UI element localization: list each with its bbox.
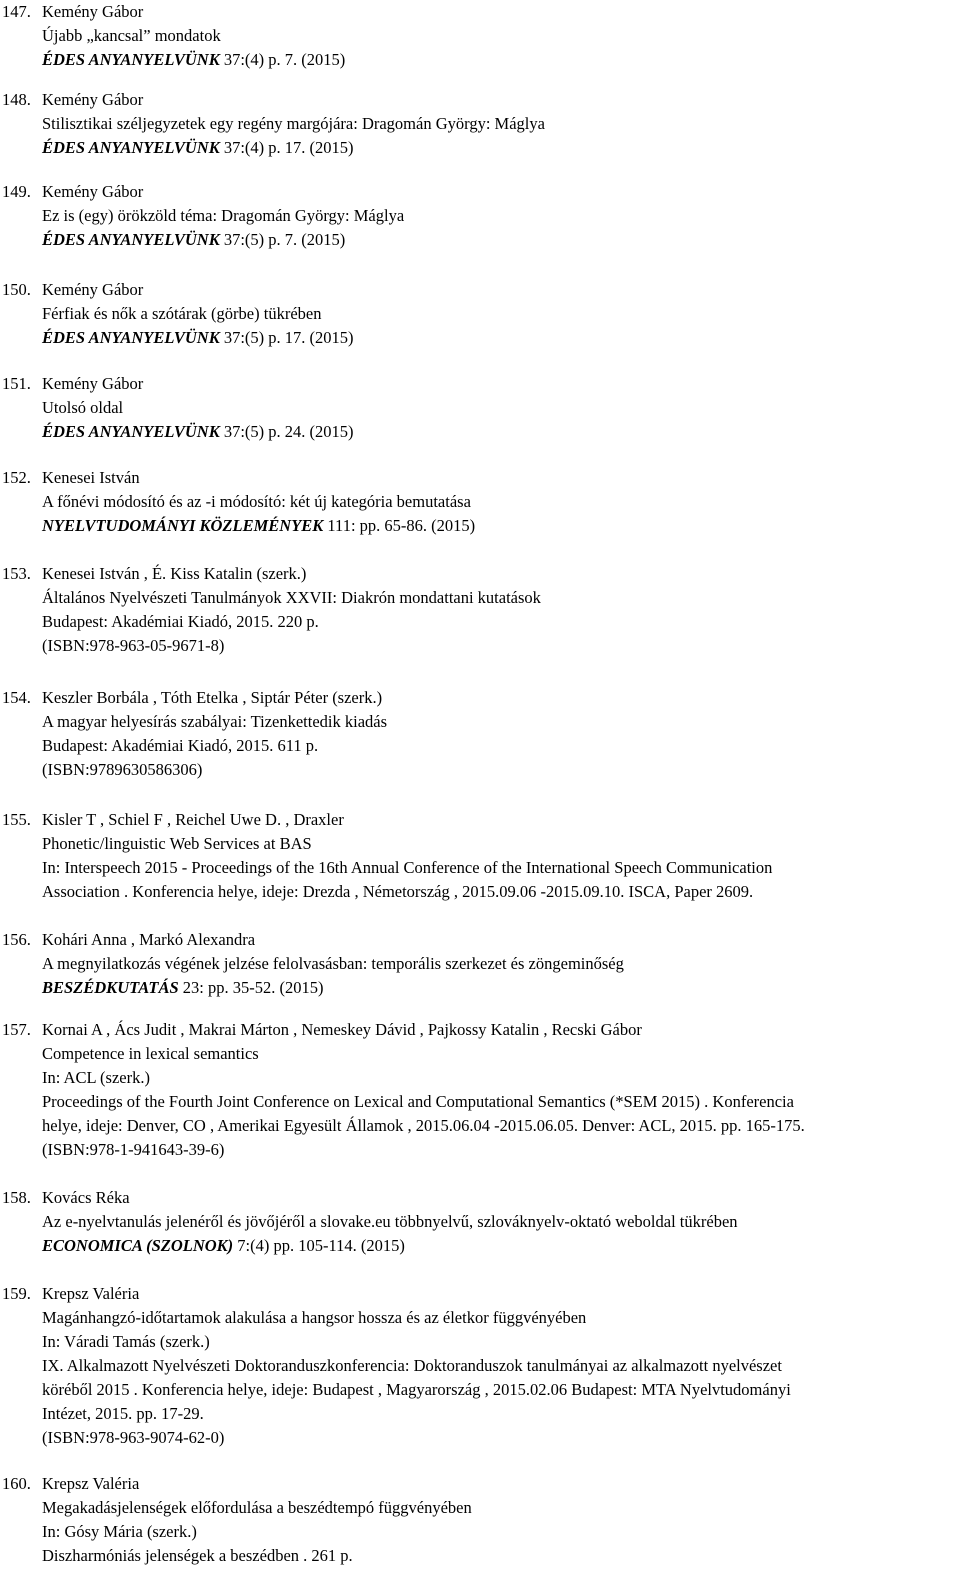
bibliography-entry [0,1186,960,1258]
entry-line [42,490,952,514]
entry-authors [42,372,952,396]
entry-authors [42,180,952,204]
entry-number: 151. [2,374,31,393]
entry-authors [42,808,952,832]
entry-body [42,180,952,252]
entry-source [42,136,952,160]
bibliography-entry [0,88,960,160]
entry-line [42,832,952,856]
bibliography-entry [0,278,960,350]
line-text: Budapest: Akadémiai Kiadó, 2015. 220 p. [42,612,319,631]
entry-line [42,634,952,658]
entry-line [42,1544,952,1568]
entry-source [42,976,952,1000]
entry-authors [42,278,952,302]
line-text: A magyar helyesírás szabályai: Tizenkettedik kiadás [42,712,388,731]
entry-line [42,1330,952,1354]
entry-body [42,88,952,160]
entry-body [42,1282,952,1450]
entry-authors [42,466,952,490]
entry-body [42,1472,952,1568]
entry-line [42,710,952,734]
bibliography-entry [0,180,960,252]
entry-line [42,1402,952,1426]
line-text: Kemény Gábor [42,90,144,109]
line-text: Krepsz Valéria [42,1474,140,1493]
line-text: Phonetic/linguistic Web Services at BAS [42,834,312,853]
entry-line [42,112,952,136]
line-text: Újabb „kancsal” mondatok [42,26,221,45]
line-text: IX. Alkalmazott Nyelvészeti Doktoranduszkonferencia: Doktoranduszok tanulmányai az alkalmazott nyelvészet [42,1356,782,1375]
line-text: 7:(4) pp. 105-114. (2015) [233,1236,405,1255]
entry-number: 157. [2,1020,31,1039]
bibliography-entry [0,686,960,782]
entry-authors [42,562,952,586]
entry-body [42,466,952,538]
entry-number: 158. [2,1188,31,1207]
entry-line [42,734,952,758]
line-text: A főnévi módosító és az -i módosító: két új kategória bemutatása [42,492,471,511]
entry-number: 159. [2,1284,31,1303]
entry-number: 155. [2,810,31,829]
line-text: 37:(5) p. 17. (2015) [219,328,354,347]
entry-authors [42,1186,952,1210]
line-text: A megnyilatkozás végének jelzése felolvasásban: temporális szerkezet és zöngeminőség [42,954,624,973]
line-text: Kisler T , Schiel F , Reichel Uwe D. , Draxler [42,810,344,829]
bibliography-entry [0,372,960,444]
entry-line [42,1378,952,1402]
line-text: (ISBN:978-963-9074-62-0) [42,1428,225,1447]
entry-number: 154. [2,688,31,707]
line-text: In: Gósy Mária (szerk.) [42,1522,197,1541]
line-text: Keszler Borbála , Tóth Etelka , Siptár Péter (szerk.) [42,688,383,707]
entry-line [42,302,952,326]
bibliography-entry [0,808,960,904]
entry-body [42,808,952,904]
entry-body [42,1186,952,1258]
line-text: Competence in lexical semantics [42,1044,259,1063]
entry-authors [42,1472,952,1496]
journal-title: ÉDES ANYANYELVÜNK [42,138,220,157]
line-text: Utolsó oldal [42,398,124,417]
line-text: Proceedings of the Fourth Joint Conference on Lexical and Computational Semantics (*SEM 2015) . Konferencia [42,1092,794,1111]
entry-line [42,952,952,976]
entry-line [42,880,952,904]
entry-authors [42,1018,952,1042]
bibliography-entry [0,562,960,658]
entry-body [42,278,952,350]
journal-title: ÉDES ANYANYELVÜNK [42,50,220,69]
line-text: Általános Nyelvészeti Tanulmányok XXVII: Diakrón mondattani kutatások [42,588,541,607]
entry-authors [42,88,952,112]
journal-title: ÉDES ANYANYELVÜNK [42,230,220,249]
entry-body [42,562,952,658]
entry-body [42,372,952,444]
entry-line [42,204,952,228]
line-text: (ISBN:9789630586306) [42,760,203,779]
line-text: In: Interspeech 2015 - Proceedings of the 16th Annual Conference of the International Speech Communication [42,858,773,877]
entry-line [42,24,952,48]
entry-body [42,1018,952,1162]
entry-line [42,1090,952,1114]
entry-source [42,228,952,252]
line-text: 37:(4) p. 17. (2015) [219,138,354,157]
line-text: Kemény Gábor [42,182,144,201]
entry-line [42,1210,952,1234]
entry-source [42,48,952,72]
entry-line [42,1114,952,1138]
entry-number: 160. [2,1474,31,1493]
entry-line [42,758,952,782]
entry-source [42,1234,952,1258]
line-text: Budapest: Akadémiai Kiadó, 2015. 611 p. [42,736,319,755]
line-text: 37:(4) p. 7. (2015) [219,50,346,69]
line-text: In: ACL (szerk.) [42,1068,150,1087]
line-text: 23: pp. 35-52. (2015) [178,978,324,997]
bibliography-entry [0,1282,960,1450]
bibliography-entry [0,928,960,1000]
journal-title: ÉDES ANYANYELVÜNK [42,328,220,347]
entry-number: 147. [2,2,31,21]
entry-number: 156. [2,930,31,949]
line-text: Intézet, 2015. pp. 17-29. [42,1404,204,1423]
line-text: Kemény Gábor [42,374,144,393]
entry-line [42,1042,952,1066]
line-text: Férfiak és nők a szótárak (görbe) tükrében [42,304,322,323]
line-text: köréből 2015 . Konferencia helye, ideje: Budapest , Magyarország , 2015.02.06 Budapest: MTA Nyelvtudományi [42,1380,791,1399]
line-text: helye, ideje: Denver, CO , Amerikai Egyesült Államok , 2015.06.04 -2015.06.05. Denver: ACL, 2015. pp. 165-175. [42,1116,805,1135]
entry-body [42,928,952,1000]
entry-authors [42,1282,952,1306]
line-text: 37:(5) p. 7. (2015) [219,230,346,249]
line-text: Ez is (egy) örökzöld téma: Dragomán György: Máglya [42,206,405,225]
entry-source [42,326,952,350]
bibliography-entry [0,1472,960,1568]
entry-line [42,1138,952,1162]
line-text: Kohári Anna , Markó Alexandra [42,930,256,949]
entry-line [42,1426,952,1450]
line-text: Kovács Réka [42,1188,130,1207]
journal-title: BESZÉDKUTATÁS [42,978,179,997]
line-text: 111: pp. 65-86. (2015) [323,516,476,535]
line-text: (ISBN:978-1-941643-39-6) [42,1140,225,1159]
entry-line [42,1496,952,1520]
entry-source [42,514,952,538]
entry-line [42,1066,952,1090]
entry-body [42,0,952,72]
line-text: Krepsz Valéria [42,1284,140,1303]
line-text: Az e-nyelvtanulás jelenéről és jövőjéről a slovake.eu többnyelvű, szlováknyelv-oktató weboldal tükrében [42,1212,738,1231]
line-text: 37:(5) p. 24. (2015) [219,422,354,441]
line-text: Magánhangzó-időtartamok alakulása a hangsor hossza és az életkor függvényében [42,1308,587,1327]
line-text: Kenesei István , É. Kiss Katalin (szerk.) [42,564,307,583]
entry-line [42,856,952,880]
entry-line [42,610,952,634]
entry-authors [42,686,952,710]
line-text: Megakadásjelenségek előfordulása a beszédtempó függvényében [42,1498,472,1517]
line-text: Kornai A , Ács Judit , Makrai Márton , Nemeskey Dávid , Pajkossy Katalin , Recski Gábor [42,1020,642,1039]
bibliography-entry [0,0,960,72]
journal-title: NYELVTUDOMÁNYI KÖZLEMÉNYEK [42,516,324,535]
line-text: (ISBN:978-963-05-9671-8) [42,636,225,655]
entry-authors [42,0,952,24]
entry-number: 150. [2,280,31,299]
entry-number: 152. [2,468,31,487]
entry-line [42,396,952,420]
entry-body [42,686,952,782]
journal-title: ÉDES ANYANYELVÜNK [42,422,220,441]
bibliography-entry [0,466,960,538]
line-text: Kenesei István [42,468,140,487]
entry-number: 153. [2,564,31,583]
entry-line [42,586,952,610]
line-text: Diszharmóniás jelenségek a beszédben . 261 p. [42,1546,353,1565]
entry-line [42,1306,952,1330]
line-text: Association . Konferencia helye, ideje: Drezda , Németország , 2015.09.06 -2015.09.10. ISCA, Paper 2609. [42,882,754,901]
bibliography-entry [0,1018,960,1162]
entry-number: 148. [2,90,31,109]
entry-line [42,1354,952,1378]
line-text: Kemény Gábor [42,280,144,299]
line-text: In: Váradi Tamás (szerk.) [42,1332,210,1351]
entry-authors [42,928,952,952]
entry-source [42,420,952,444]
entry-line [42,1520,952,1544]
line-text: Kemény Gábor [42,2,144,21]
entry-number: 149. [2,182,31,201]
line-text: Stilisztikai széljegyzetek egy regény margójára: Dragomán György: Máglya [42,114,545,133]
journal-title: ECONOMICA (SZOLNOK) [42,1236,234,1255]
